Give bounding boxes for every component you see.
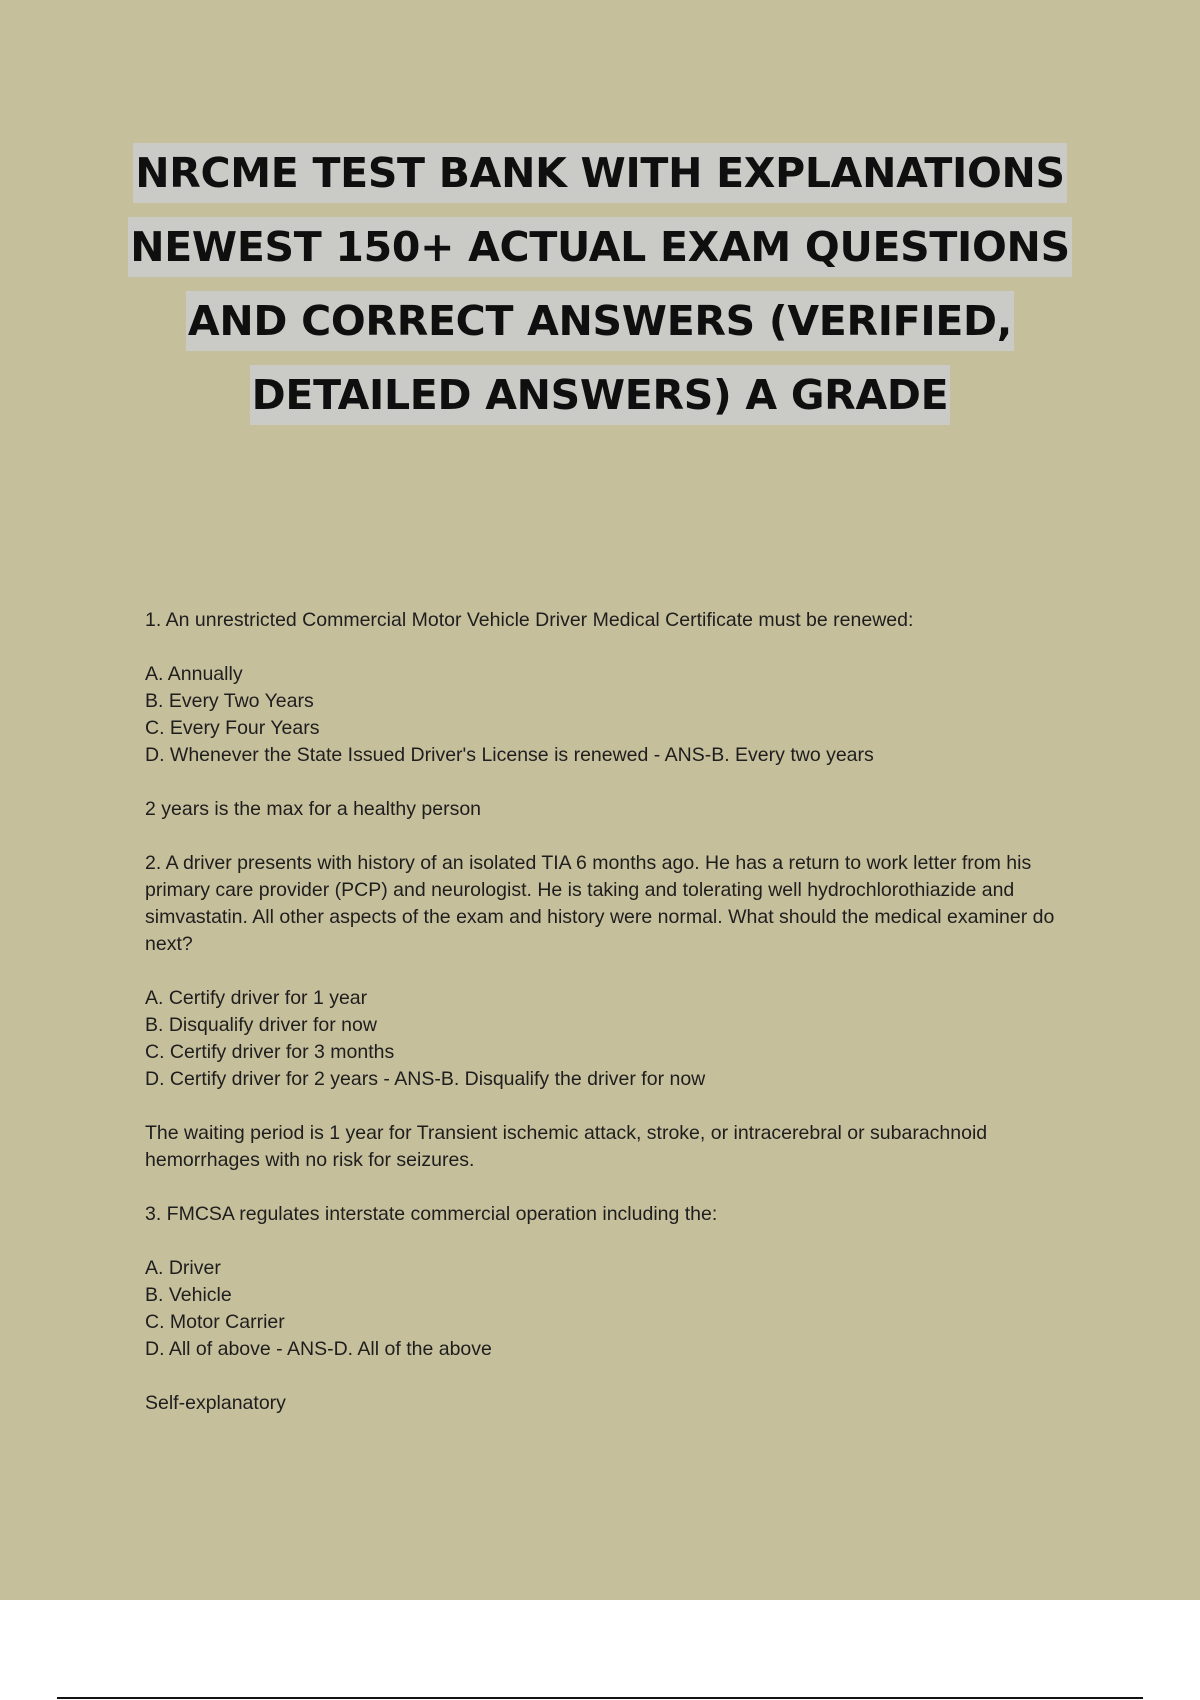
option-d: D. Whenever the State Issued Driver's License is renewed - ANS-B. Every two years [145,744,874,766]
footer-divider [57,1697,1143,1699]
explanation: 2 years is the max for a healthy person [145,798,482,820]
option-c: C. Motor Carrier [145,1311,285,1333]
option-d: D. Certify driver for 2 years - ANS-B. Disqualify the driver for now [145,1068,706,1090]
document-title [0,143,1200,439]
option-b: B. Every Two Years [145,690,314,712]
option-a: A. Certify driver for 1 year [145,987,368,1009]
explanation: The waiting period is 1 year for Transient ischemic attack, stroke, or intracerebral or subarachnoid hemorrhages with no risk for seizures. [145,1122,988,1171]
title-line: NEWEST 150+ ACTUAL EXAM QUESTIONS [128,217,1072,277]
explanation: Self-explanatory [145,1392,286,1414]
title-line: DETAILED ANSWERS) A GRADE [250,365,951,425]
answer-options [145,661,1085,769]
option-a: A. Driver [145,1257,221,1279]
question-text: 2. A driver presents with history of an isolated TIA 6 months ago. He has a return to work letter from his primary care provider (PCP) and neurologist. He is taking and tolerating well hydrochlorothiazide and simvastatin. All other aspects of the exam and history were normal. What should the medical examiner do next? [145,852,1055,955]
option-c: C. Certify driver for 3 months [145,1041,395,1063]
question-3 [145,1201,1085,1417]
answer-options [145,1255,1085,1363]
option-b: B. Disqualify driver for now [145,1014,377,1036]
question-1 [145,607,1085,823]
question-list [145,607,1085,1444]
answer-options [145,985,1085,1093]
option-a: A. Annually [145,663,243,685]
question-text: 1. An unrestricted Commercial Motor Vehicle Driver Medical Certificate must be renewed: [145,609,914,631]
option-c: C. Every Four Years [145,717,320,739]
option-b: B. Vehicle [145,1284,232,1306]
question-2 [145,850,1085,1174]
question-text: 3. FMCSA regulates interstate commercial operation including the: [145,1203,718,1225]
option-d: D. All of above - ANS-D. All of the above [145,1338,492,1360]
title-line: NRCME TEST BANK WITH EXPLANATIONS [133,143,1067,203]
title-line: AND CORRECT ANSWERS (VERIFIED, [186,291,1014,351]
